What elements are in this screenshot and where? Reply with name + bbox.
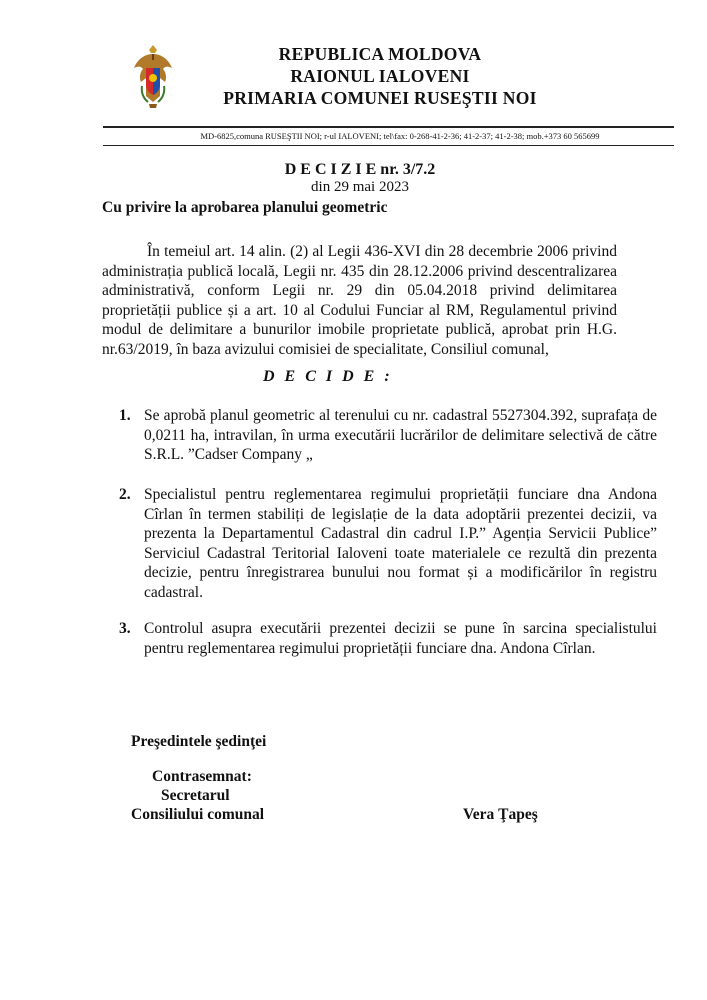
item-number: 1. <box>119 407 131 424</box>
list-item <box>119 406 657 465</box>
signature-countersigned: Contrasemnat: <box>152 768 252 785</box>
list-item <box>119 485 657 602</box>
decide-heading: D E C I D E : <box>263 368 393 385</box>
header-divider-top <box>103 126 674 128</box>
header-divider-bottom <box>103 145 674 146</box>
list-item <box>119 619 657 658</box>
decision-date: din 29 mai 2023 <box>311 179 409 195</box>
decision-subject: Cu privire la aprobarea planului geometric <box>102 199 388 216</box>
contact-line: MD-6825,comuna RUSEŞTII NOI; r-ul IALOVENI; tel\fax: 0-268-41-2-36; 41-2-37; 41-2-38; mob.+373 60 565699 <box>200 131 600 141</box>
item-text: Se aprobă planul geometric al terenului cu nr. cadastral 5527304.392, suprafața de 0,0211 ha, intravilan, în urma executării lucrărilor de delimitare selectivă de către S.R.L. ”Cadser Company „ <box>144 407 657 463</box>
crown-icon <box>149 45 157 53</box>
item-number: 2. <box>119 486 131 503</box>
item-number: 3. <box>119 620 131 637</box>
signature-secretary-name: Vera Ţapeş <box>463 806 538 823</box>
signature-president: Preşedintele şedinţei <box>131 733 267 750</box>
preamble-paragraph: În temeiul art. 14 alin. (2) al Legii 436-XVI din 28 decembrie 2006 privind administrația publică locală, Legii nr. 435 din 28.12.2006 privind descentralizarea administrativă, conform Legii nr. 29 din 05.04.2018 privind delimitarea proprietății publice și a art. 10 al Codului Funciar al RM, Regulamentul privind modul de delimitare a bunurilor imobile proprietate publică, aprobat prin H.G. nr.63/2019, în baza avizului comisiei de specialitate, Consiliul comunal, <box>102 243 617 358</box>
header-mayoralty: PRIMARIA COMUNEI RUSEŞTII NOI <box>223 88 537 108</box>
item-text: Controlul asupra executării prezentei decizii se pune în sarcina specialistului pentru reglementarea regimului proprietății funciare dna. Andona Cîrlan. <box>144 620 657 657</box>
item-text: Specialistul pentru reglementarea regimului proprietății funciare dna Andona Cîrlan în termen stabiliți de legislație de la data adoptării prezentei decizii, va prezenta la Departamentul Cadastral din cadrul I.P.” Agenția Servicii Publice” Serviciul Cadastral Teritorial Ialoveni toate materialele ce rezultă din prezenta decizie, pentru înregistrarea bunului nou format și a modificărilor în registru cadastral. <box>144 486 657 601</box>
header-district: RAIONUL IALOVENI <box>290 66 470 86</box>
header-republic: REPUBLICA MOLDOVA <box>278 44 482 64</box>
signature-council: Consiliului comunal <box>131 806 265 823</box>
decision-title: D E C I Z I E nr. 3/7.2 <box>284 161 436 178</box>
signature-secretary-label: Secretarul <box>161 787 230 804</box>
